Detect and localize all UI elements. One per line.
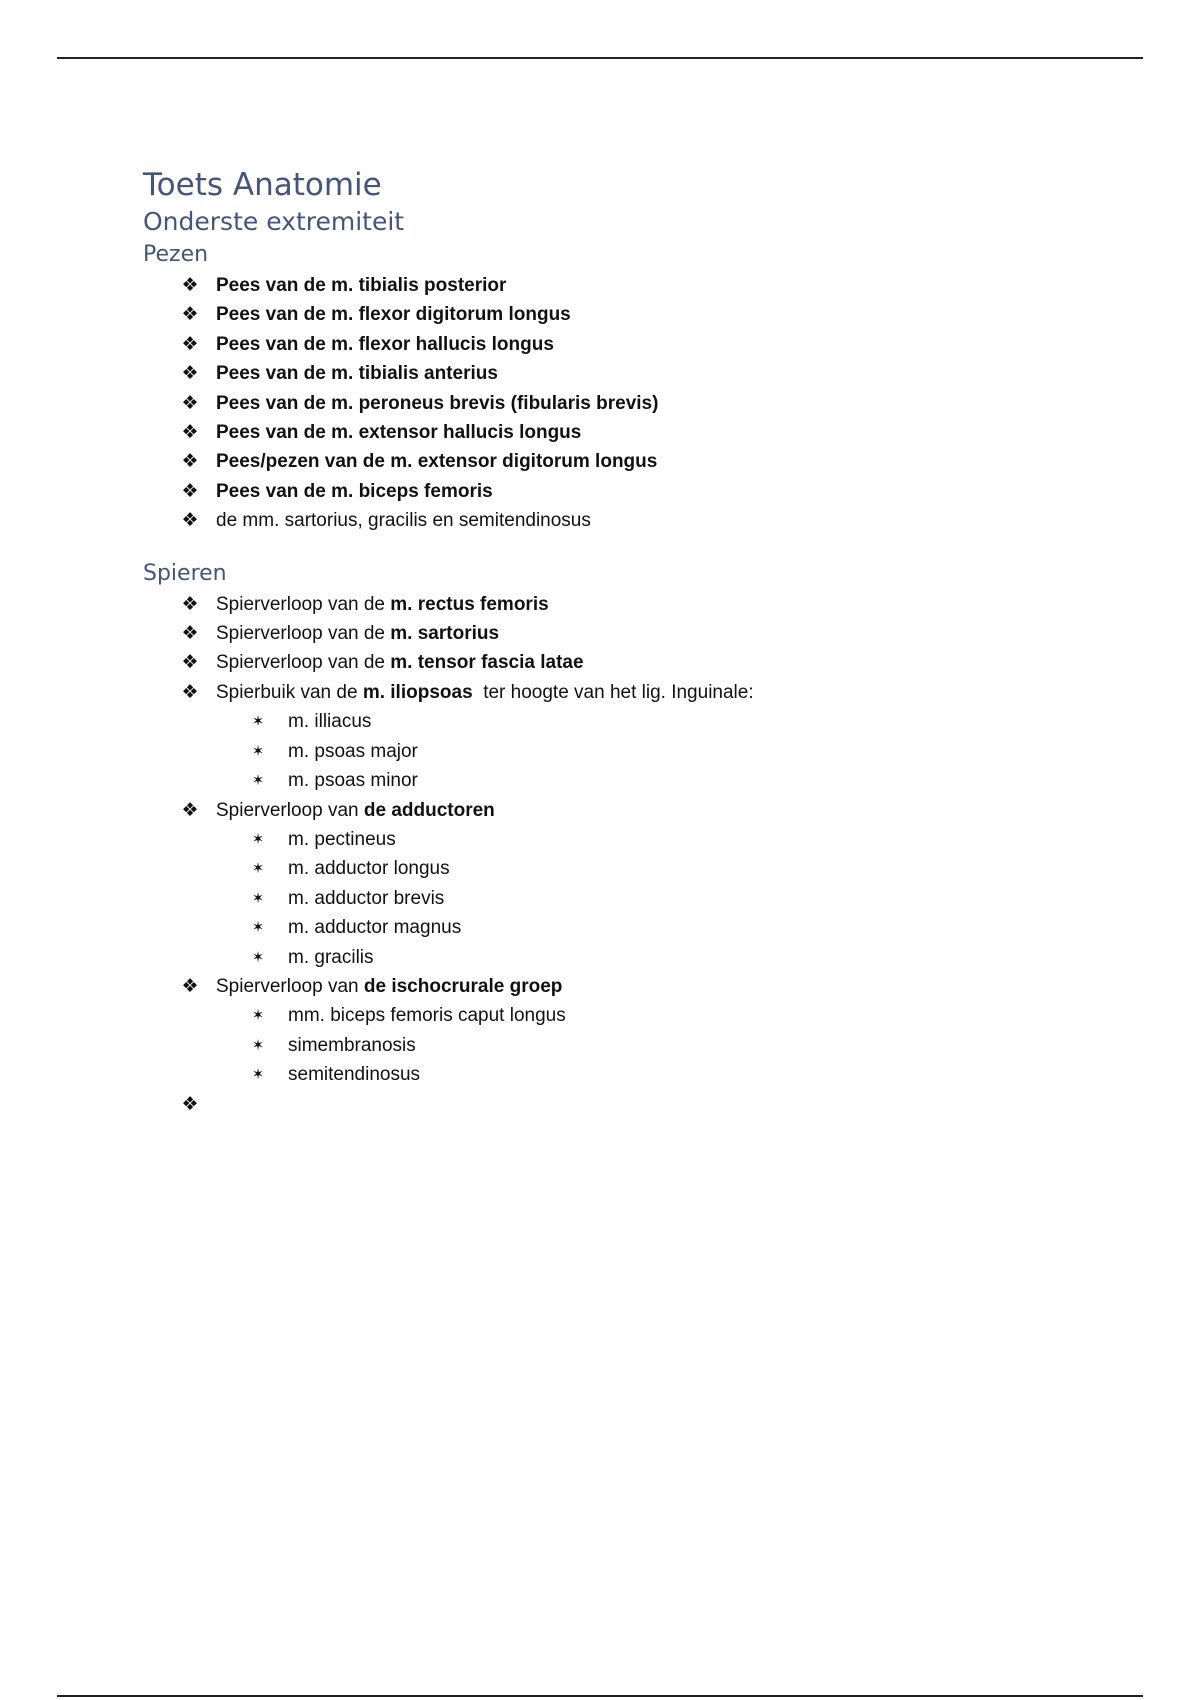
star-bullet-icon: ✶ [251, 947, 265, 966]
list-item: ❖ Spierverloop van de m. tensor fascia latae [143, 648, 1093, 677]
diamond-bullet-icon: ❖ [181, 391, 199, 414]
sub-list-item: ✶ semitendinosus [143, 1060, 1093, 1089]
header-rule [57, 57, 1143, 59]
pezen-list [143, 271, 1093, 536]
list-item: ❖ Spierverloop van de adductoren ✶ m. pectineus ✶ m. adductor longus ✶ m. adductor brevis ✶ m. adductor magnus ✶ m. gracilis [143, 796, 1093, 972]
list-item: ❖ Pees van de m. extensor hallucis longus [143, 418, 1093, 447]
sub-list [216, 1001, 1093, 1089]
diamond-bullet-icon: ❖ [181, 1092, 199, 1115]
list-item: ❖ Spierverloop van de ischocrurale groep ✶ mm. biceps femoris caput longus ✶ simembranosis ✶ semitendinosus [143, 972, 1093, 1090]
section-title: Onderste extremiteit [143, 207, 405, 236]
list-item: ❖ Spierverloop van de m. sartorius [143, 619, 1093, 648]
document-body [143, 165, 1093, 1119]
sub-list-item: ✶ mm. biceps femoris caput longus [143, 1001, 1093, 1030]
sub-list [216, 707, 1093, 795]
sub-list-item: ✶ m. psoas major [143, 737, 1093, 766]
star-bullet-icon: ✶ [251, 859, 265, 878]
diamond-bullet-icon: ❖ [181, 274, 199, 296]
diamond-bullet-icon: ❖ [181, 622, 199, 645]
sub-list-item: ✶ m. adductor magnus [143, 913, 1093, 942]
diamond-bullet-icon: ❖ [181, 798, 199, 821]
sub-list-item: ✶ m. psoas minor [143, 766, 1093, 795]
star-bullet-icon: ✶ [251, 1065, 265, 1084]
sub-list-item: ✶ m. adductor longus [143, 854, 1093, 883]
star-bullet-icon: ✶ [251, 741, 265, 760]
document-title: Toets Anatomie [143, 167, 382, 203]
diamond-bullet-icon: ❖ [181, 421, 199, 444]
sub-list-item: ✶ m. pectineus [143, 825, 1093, 854]
list-item: ❖ Spierverloop van de m. rectus femoris [143, 590, 1093, 619]
sub-list [216, 825, 1093, 972]
diamond-bullet-icon: ❖ [181, 651, 199, 674]
diamond-bullet-icon: ❖ [181, 680, 199, 703]
list-item: ❖ Pees van de m. tibialis anterius [143, 359, 1093, 388]
diamond-bullet-icon: ❖ [181, 303, 199, 326]
list-item [143, 1090, 1093, 1119]
star-bullet-icon: ✶ [251, 888, 265, 907]
diamond-bullet-icon: ❖ [181, 450, 199, 473]
diamond-bullet-icon: ❖ [181, 974, 199, 997]
star-bullet-icon: ✶ [251, 712, 265, 731]
sub-list-item: ✶ simembranosis [143, 1031, 1093, 1060]
sub-list-item: ✶ m. adductor brevis [143, 884, 1093, 913]
sub-list-item: ✶ m. gracilis [143, 943, 1093, 972]
sub-list-item: ✶ m. illiacus [143, 707, 1093, 736]
diamond-bullet-icon: ❖ [181, 592, 199, 615]
list-item: ❖ Pees van de m. peroneus brevis (fibularis brevis) [143, 389, 1093, 418]
list-item: ❖ Pees van de m. biceps femoris [143, 477, 1093, 506]
list-item: ❖ de mm. sartorius, gracilis en semitendinosus [143, 506, 1093, 535]
list-item: ❖ Pees van de m. flexor hallucis longus [143, 330, 1093, 359]
star-bullet-icon: ✶ [251, 918, 265, 937]
list-item: ❖ Pees/pezen van de m. extensor digitorum longus [143, 447, 1093, 476]
footer-rule [57, 1695, 1143, 1697]
star-bullet-icon: ✶ [251, 1006, 265, 1025]
spieren-list [143, 590, 1093, 1119]
star-bullet-icon: ✶ [251, 829, 265, 848]
star-bullet-icon: ✶ [251, 771, 265, 790]
list-item: ❖ Pees van de m. flexor digitorum longus [143, 300, 1093, 329]
diamond-bullet-icon: ❖ [181, 362, 199, 385]
diamond-bullet-icon: ❖ [181, 509, 199, 532]
spieren-heading: Spieren [143, 560, 227, 586]
diamond-bullet-icon: ❖ [181, 332, 199, 355]
list-item: ❖ Spierbuik van de m. iliopsoas ter hoogte van het lig. Inguinale: ✶ m. illiacus ✶ m. psoas major ✶ m. psoas minor [143, 678, 1093, 796]
diamond-bullet-icon: ❖ [181, 479, 199, 502]
pezen-heading: Pezen [143, 242, 209, 267]
star-bullet-icon: ✶ [251, 1035, 265, 1054]
list-item: ❖ Pees van de m. tibialis posterior [143, 271, 1093, 300]
